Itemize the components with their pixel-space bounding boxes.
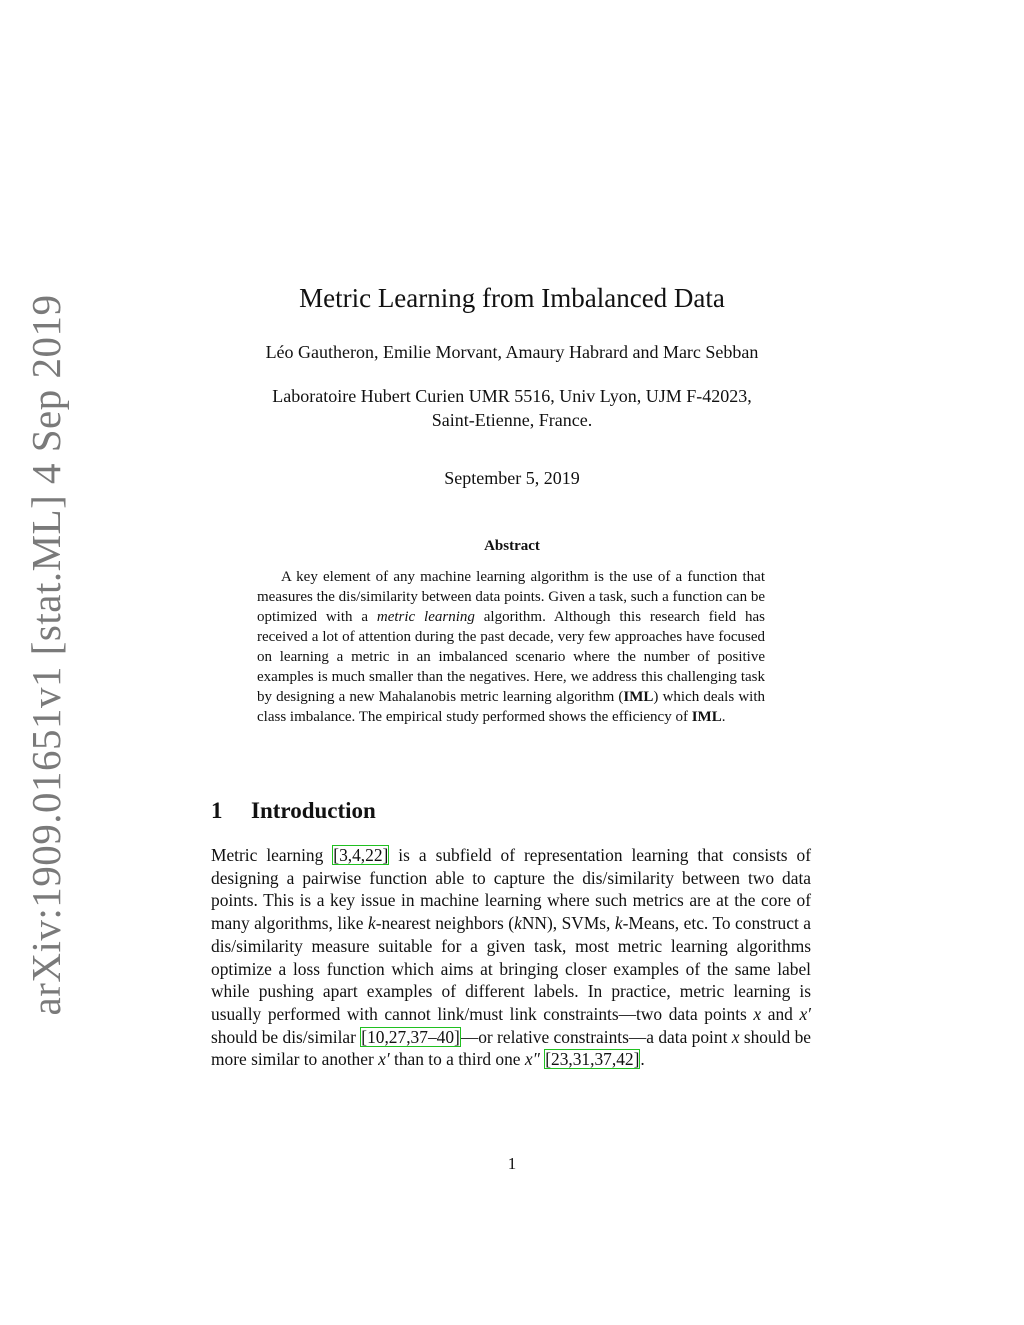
intro-text: and — [761, 1003, 800, 1024]
math-var: x′ — [799, 1003, 811, 1024]
method-name: IML — [623, 689, 654, 705]
abstract-part-1: A key element of any machine learning algorithm is the use of a function that measures the dis/similarity between data points. Given a task, such a function can be optimized with a — [257, 569, 765, 625]
math-var: x″ — [524, 1049, 540, 1070]
intro-text: Metric learning — [211, 845, 333, 865]
arxiv-stamp: arXiv:1909.01651v1 [stat.ML] 4 Sep 2019 — [23, 294, 69, 1016]
intro-text: . — [640, 1049, 645, 1070]
abstract-part-2: algorithm. Although this research field has received a lot of attention during the past decade, very few approaches have focused on learning a metric in an imbalanced scenario where the number of positive examples is much smaller than the negatives. Here, we address this challenging task by designing a new Mahalanobis metric learning algorithm ( — [257, 609, 766, 705]
affiliation-line-2: Saint-Etienne, France. — [431, 410, 593, 430]
intro-text: -nearest neighbors ( — [375, 913, 515, 934]
abstract-term: metric learning — [376, 609, 475, 625]
intro-text: —or relative constraints—a data point — [460, 1026, 732, 1047]
section-heading — [211, 798, 376, 824]
section-title: Introduction — [251, 798, 376, 823]
method-name-2: IML — [691, 709, 722, 725]
abstract-part-3: ) which deals with class imbalance. The empirical study performed shows the efficiency of — [257, 689, 766, 725]
intro-text: is a subfield of representation learning that consists of designing a pairwise function able to capture the dis/similarity between two data points. This is a key issue in machine learning where such metrics are at the core of many algorithms, like — [211, 845, 811, 934]
citation-link[interactable]: [10,27,37–40] — [361, 1026, 460, 1047]
math-var: x′ — [378, 1049, 390, 1070]
intro-text: -Means, etc. To construct a dis/similarity measure suitable for a given task, most metric learning algorithms optimize a loss function which aims at bringing closer examples of the same label while pushing apart examples of different labels. In practice, metric learning is usually performed with cannot link/must link constraints—two data points — [211, 913, 812, 1024]
math-var: k — [514, 913, 522, 934]
affiliation — [0, 384, 1024, 432]
intro-text: should be more similar to another — [211, 1026, 811, 1070]
paper-date: September 5, 2019 — [444, 468, 580, 488]
section-number: 1 — [211, 798, 223, 823]
intro-text: than to a third one — [389, 1049, 525, 1070]
citation-link[interactable]: [23,31,37,42] — [545, 1049, 640, 1070]
citation-link[interactable]: [3,4,22] — [333, 845, 389, 865]
affiliation-line-1: Laboratoire Hubert Curien UMR 5516, Univ Lyon, UJM F-42023, — [272, 386, 752, 406]
math-var: k — [614, 913, 623, 934]
intro-text: NN), SVMs, — [521, 913, 615, 934]
math-var: x — [731, 1026, 740, 1047]
math-var: x — [753, 1003, 762, 1024]
paper-title: Metric Learning from Imbalanced Data — [299, 283, 725, 313]
page-number: 1 — [507, 1154, 517, 1173]
author-list: Léo Gautheron, Emilie Morvant, Amaury Habrard and Marc Sebban — [265, 342, 759, 362]
abstract-text — [257, 567, 765, 727]
abstract-heading: Abstract — [484, 538, 540, 554]
math-var: k — [367, 913, 376, 934]
intro-text: should be dis/similar — [211, 1026, 361, 1047]
intro-paragraph — [211, 844, 811, 1071]
abstract-part-4: . — [721, 709, 726, 725]
